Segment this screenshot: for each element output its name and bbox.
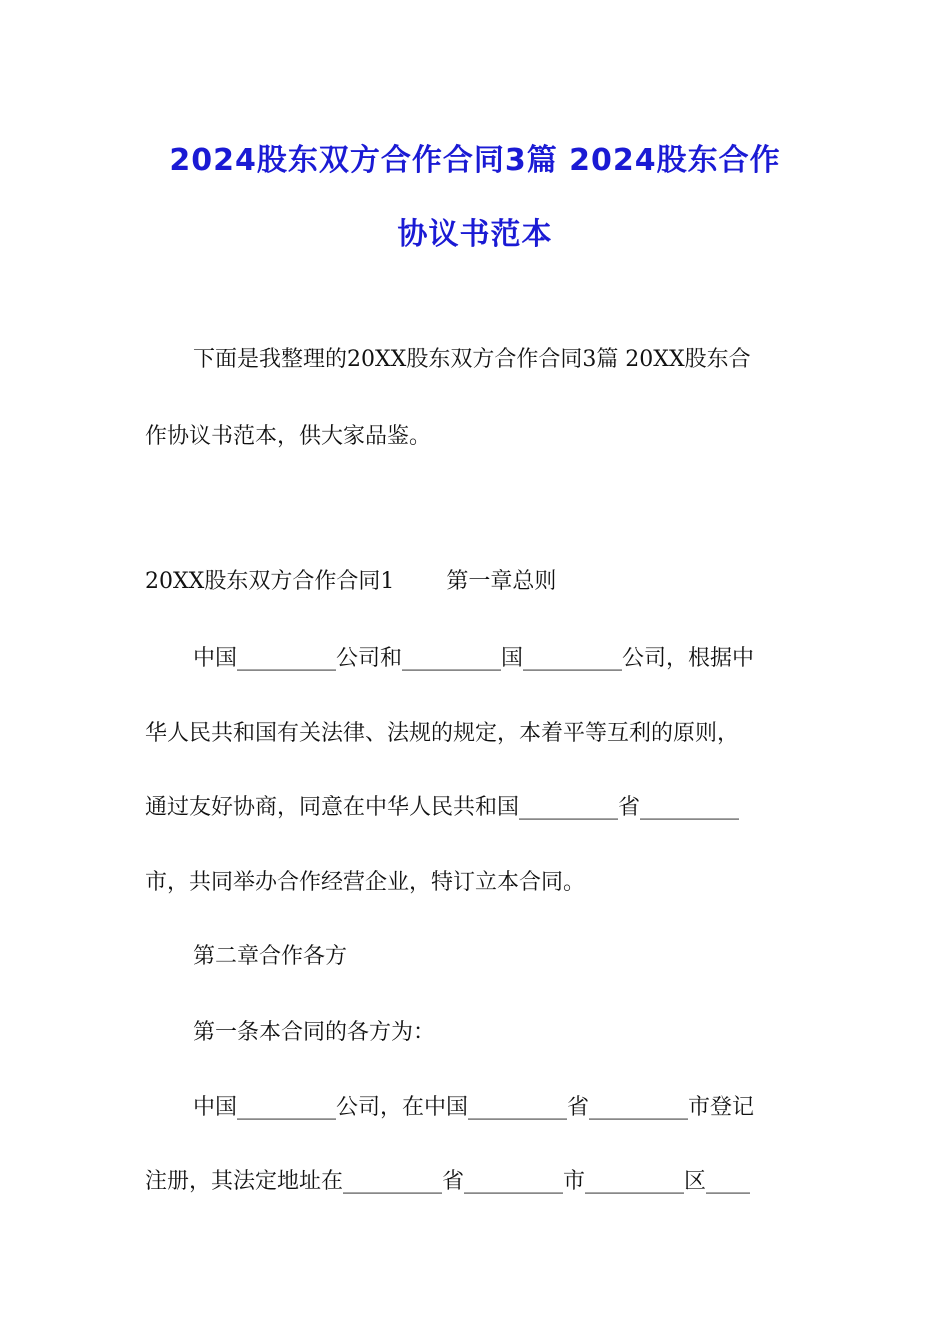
paragraph-2-line-2: 注册，其法定地址在_________省_________市_________区____ xyxy=(145,1169,751,1194)
document-title-line-1: 2024股东双方合作合同3篇 2024股东合作 xyxy=(169,143,781,178)
document-title-line-2: 协议书范本 xyxy=(397,217,553,252)
chapter-1-title: 第一章总则 xyxy=(446,569,557,594)
contract-heading: 20XX股东双方合作合同1 xyxy=(145,569,395,594)
paragraph-1-line-2: 华人民共和国有关法律、法规的规定，本着平等互利的原则， xyxy=(145,721,740,746)
article-1: 第一条本合同的各方为： xyxy=(193,1020,436,1045)
paragraph-1-line-1: 中国_________公司和_________国_________公司，根据中 xyxy=(193,646,755,671)
contract-heading-row xyxy=(145,567,556,597)
intro-paragraph-line-1: 下面是我整理的20XX股东双方合作合同3篇 20XX股东合 xyxy=(193,347,751,372)
paragraph-1-line-4: 市，共同举办合作经营企业，特订立本合同。 xyxy=(145,870,586,895)
paragraph-2-line-1: 中国_________公司，在中国_________省_________市登记 xyxy=(193,1095,755,1120)
intro-paragraph-line-2: 作协议书范本，供大家品鉴。 xyxy=(145,424,432,449)
paragraph-1-line-3: 通过友好协商，同意在中华人民共和国_________省_________ xyxy=(145,795,740,820)
chapter-2-title: 第二章合作各方 xyxy=(193,944,348,969)
